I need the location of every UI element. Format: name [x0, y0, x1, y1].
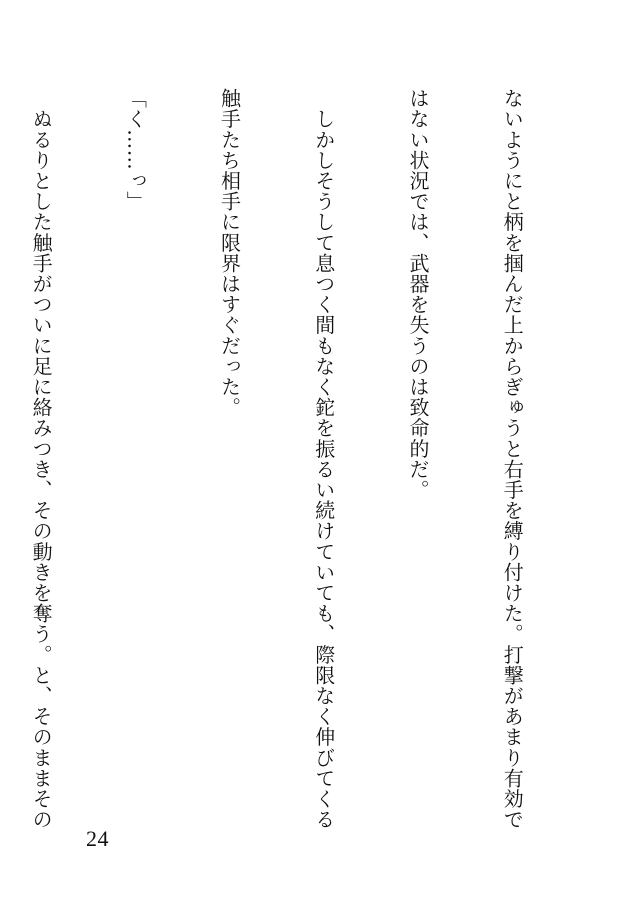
text-line: 「く……っ」 [123, 88, 148, 212]
vertical-text-body [29, 88, 590, 830]
text-line: ぬるりとした触手がついに足に絡みつき、その動きを奪う。と、そのままその [29, 88, 54, 830]
text-line: 触手たち相手に限界はすぐだった。 [217, 88, 242, 418]
text-line: ないようにと柄を掴んだ上からぎゅうと右手を縛り付けた。打撃があまり有効で [500, 88, 525, 830]
text-line: はない状況では、武器を失うのは致命的だ。 [405, 88, 430, 500]
text-line: しかしそうして息つく間もなく鉈を振るい続けていても、際限なく伸びてくる [311, 88, 336, 830]
page-number: 24 [86, 826, 109, 851]
